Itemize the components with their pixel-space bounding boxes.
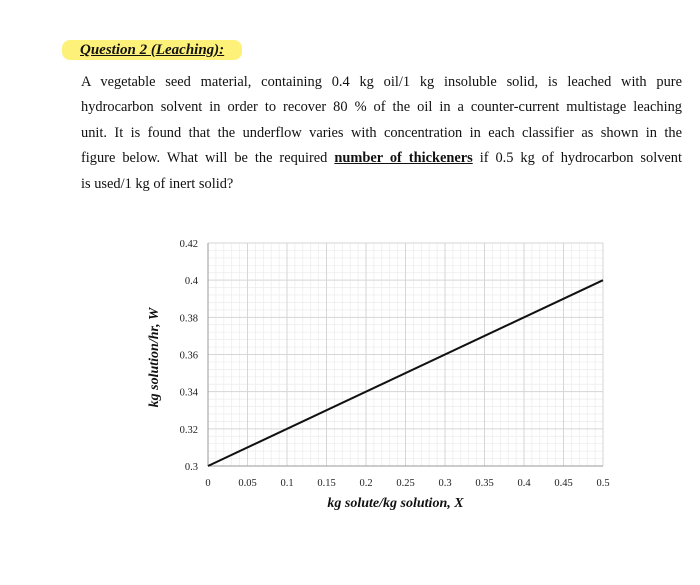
- question-text: unit. It is found that the underflow varies with concentration in each classifier as shown in the: [81, 124, 682, 141]
- x-tick-label: 0.3: [438, 478, 452, 489]
- chart-tick-labels: [180, 239, 610, 489]
- y-tick-label: 0.32: [179, 424, 198, 436]
- x-tick-label: 0.05: [238, 478, 257, 489]
- x-tick-label: 0.1: [280, 478, 294, 489]
- x-tick-label: 0.45: [554, 478, 573, 489]
- x-tick-label: 0.2: [359, 478, 373, 489]
- y-axis-label: kg solution/hr, W: [147, 307, 162, 408]
- y-tick-label: 0.38: [179, 313, 198, 325]
- x-tick-label: 0.25: [396, 478, 415, 489]
- chart-grid: [208, 243, 603, 466]
- y-tick-label: 0.34: [179, 387, 198, 399]
- question-text: hydrocarbon solvent in order to recover 80 % of the oil in a counter-current multistage leaching: [81, 99, 682, 116]
- x-tick-label: 0.4: [517, 478, 531, 489]
- number-of-thickeners-emphasis: number of thickeners: [334, 150, 473, 167]
- x-tick-label: 0: [205, 478, 211, 489]
- x-tick-label: 0.35: [475, 478, 494, 489]
- question-text: if 0.5 kg of hydrocarbon solvent: [472, 150, 682, 167]
- y-tick-label: 0.36: [179, 350, 198, 362]
- question-text: is used/1 kg of inert solid?: [81, 175, 234, 192]
- question-text: A vegetable seed material, containing 0.4 kg oil/1 kg insoluble solid, is leached with pure: [81, 74, 682, 90]
- x-tick-label: 0.5: [596, 478, 610, 489]
- x-axis-label: kg solute/kg solution, X: [327, 496, 464, 511]
- y-tick-label: 0.42: [179, 239, 198, 250]
- x-tick-label: 0.15: [317, 478, 336, 489]
- question-text: figure below. What will be the required: [81, 150, 335, 167]
- y-tick-label: 0.3: [184, 462, 198, 473]
- question-heading-text: Question 2 (Leaching):: [80, 42, 225, 58]
- y-tick-label: 0.4: [184, 276, 198, 288]
